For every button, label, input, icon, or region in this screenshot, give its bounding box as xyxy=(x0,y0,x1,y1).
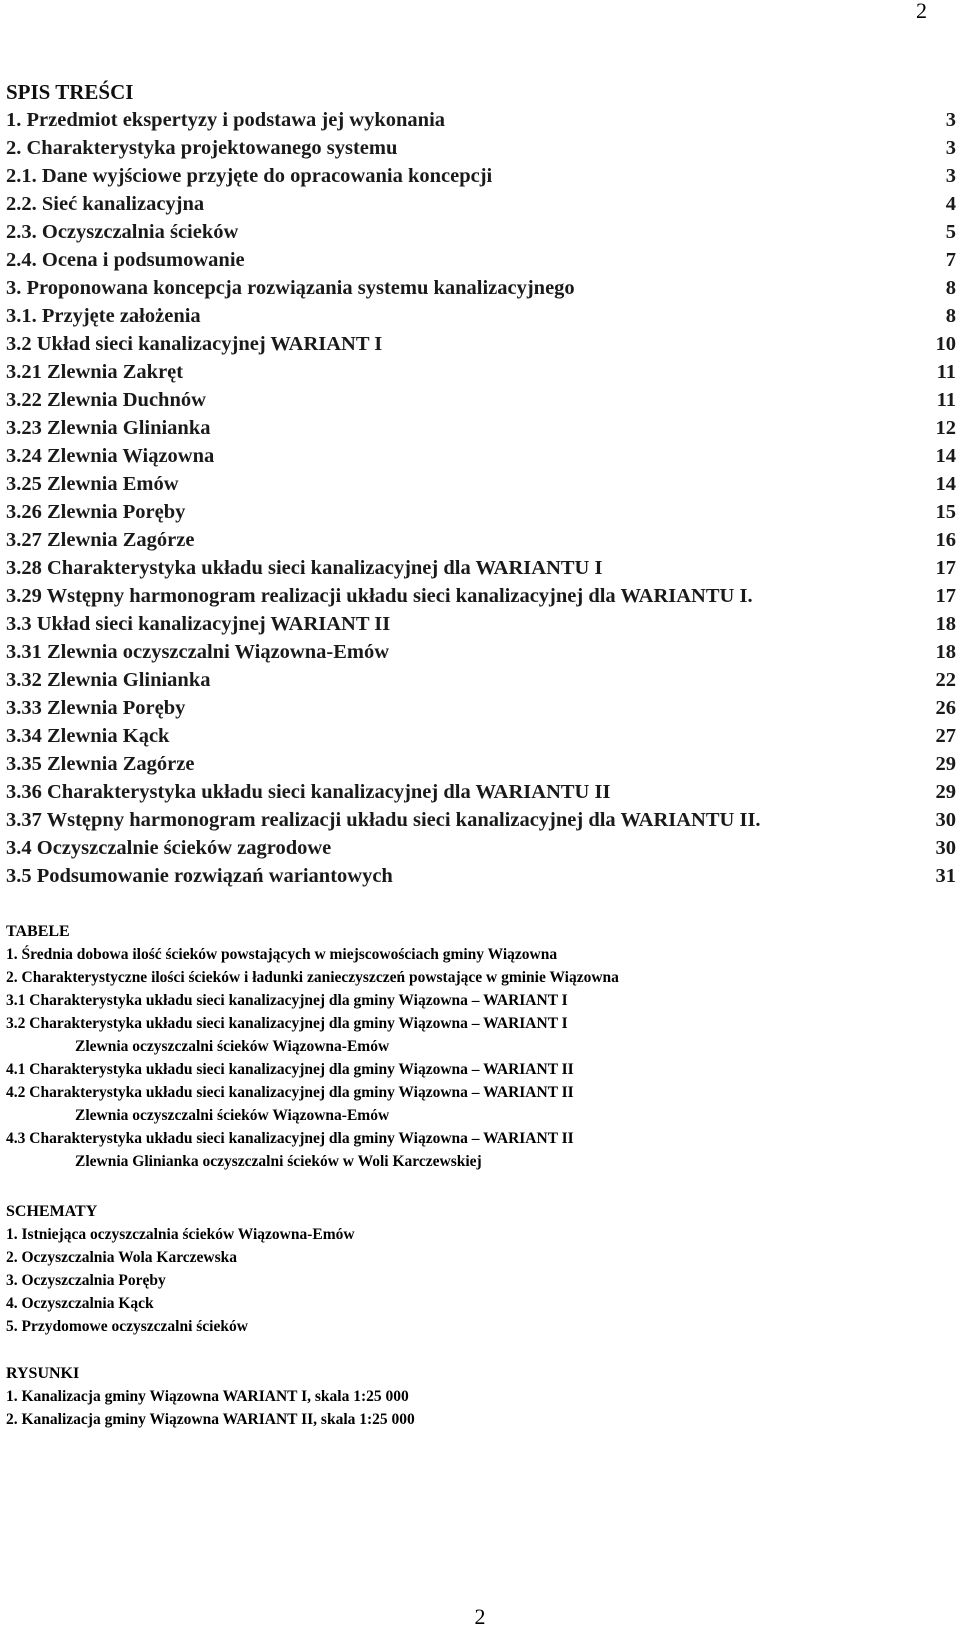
schemes-section xyxy=(6,1200,946,1338)
toc-entry xyxy=(6,834,956,862)
toc-entry-page: 4 xyxy=(945,193,956,215)
toc-entry-label: 3. Proponowana koncepcja rozwiązania systemu kanalizacyjnego xyxy=(6,277,575,299)
list-item: 3. Oczyszczalnia Poręby xyxy=(6,1272,166,1289)
toc-entry-page: 30 xyxy=(935,809,956,831)
toc-entry-page: 5 xyxy=(945,221,956,243)
list-item: 4.3 Charakterystyka układu sieci kanalizacyjnej dla gminy Wiązowna – WARIANT II xyxy=(6,1130,574,1147)
toc-entry-label: 3.31 Zlewnia oczyszczalni Wiązowna-Emów xyxy=(6,641,390,663)
toc-entry xyxy=(6,218,956,246)
toc-entry-label: 3.28 Charakterystyka układu sieci kanalizacyjnej dla WARIANTU I xyxy=(6,557,603,579)
toc-entry-page: 17 xyxy=(935,557,956,579)
toc-entry-page: 12 xyxy=(935,417,956,439)
list-item: 1. Średnia dobowa ilość ścieków powstających w miejscowościach gminy Wiązowna xyxy=(6,946,558,963)
toc-entry-label: 2.1. Dane wyjściowe przyjęte do opracowania koncepcji xyxy=(6,165,493,187)
toc-entry xyxy=(6,246,956,274)
toc-entry-label: 3.34 Zlewnia Kąck xyxy=(6,725,170,747)
list-item: 1. Istniejąca oczyszczalnia ścieków Wiązowna-Emów xyxy=(6,1226,355,1243)
toc-entry-page: 26 xyxy=(935,697,956,719)
toc-entry-label: 3.24 Zlewnia Wiązowna xyxy=(6,445,215,467)
toc-entry xyxy=(6,330,956,358)
toc-entry-label: 3.5 Podsumowanie rozwiązań wariantowych xyxy=(6,865,393,887)
toc-entry-label: 1. Przedmiot ekspertyzy i podstawa jej wykonania xyxy=(6,109,446,131)
toc-entry-page: 3 xyxy=(945,109,956,131)
toc-entry-label: 3.32 Zlewnia Glinianka xyxy=(6,669,211,691)
toc-entry xyxy=(6,722,956,750)
toc-entry xyxy=(6,806,956,834)
toc-entry-page: 29 xyxy=(935,753,956,775)
toc-entry-page: 3 xyxy=(945,137,956,159)
toc-entry-page: 3 xyxy=(945,165,956,187)
drawings-title: RYSUNKI xyxy=(6,1365,80,1382)
toc-entry-label: 3.33 Zlewnia Poręby xyxy=(6,697,186,719)
list-item-subtitle: Zlewnia Glinianka oczyszczalni ścieków w Woli Karczewskiej xyxy=(75,1153,482,1170)
toc-entry-label: 2.3. Oczyszczalnia ścieków xyxy=(6,221,239,243)
list-item: 3.1 Charakterystyka układu sieci kanalizacyjnej dla gminy Wiązowna – WARIANT I xyxy=(6,992,568,1009)
toc-entry xyxy=(6,190,956,218)
toc-entry-page: 11 xyxy=(936,389,956,411)
toc-entry xyxy=(6,778,956,806)
toc-entry xyxy=(6,638,956,666)
toc-entry xyxy=(6,134,956,162)
toc-entry-label: 3.2 Układ sieci kanalizacyjnej WARIANT I xyxy=(6,333,383,355)
list-item: 4.2 Charakterystyka układu sieci kanalizacyjnej dla gminy Wiązowna – WARIANT II xyxy=(6,1084,574,1101)
toc-entry xyxy=(6,862,956,890)
toc-entry-label: 3.36 Charakterystyka układu sieci kanalizacyjnej dla WARIANTU II xyxy=(6,781,611,803)
toc-entry-label: 3.21 Zlewnia Zakręt xyxy=(6,361,184,383)
list-item-subtitle: Zlewnia oczyszczalni ścieków Wiązowna-Emów xyxy=(75,1038,390,1055)
toc-entry xyxy=(6,162,956,190)
table-of-contents xyxy=(6,78,956,890)
toc-entry xyxy=(6,498,956,526)
list-item: 2. Charakterystyczne ilości ścieków i ładunki zanieczyszczeń powstające w gminie Wiązowna xyxy=(6,969,619,986)
toc-entry xyxy=(6,666,956,694)
toc-entry-page: 22 xyxy=(935,669,956,691)
page-number-bottom: 2 xyxy=(474,1604,486,1629)
toc-entry-label: 2.4. Ocena i podsumowanie xyxy=(6,249,245,271)
toc-entry xyxy=(6,358,956,386)
list-item: 3.2 Charakterystyka układu sieci kanalizacyjnej dla gminy Wiązowna – WARIANT I xyxy=(6,1015,568,1032)
toc-entry-page: 31 xyxy=(935,865,956,887)
toc-entry xyxy=(6,526,956,554)
toc-entry-label: 3.22 Zlewnia Duchnów xyxy=(6,389,206,411)
toc-entry xyxy=(6,470,956,498)
toc-entry xyxy=(6,554,956,582)
toc-entry-page: 18 xyxy=(935,641,956,663)
toc-entry-page: 8 xyxy=(945,277,956,299)
toc-title: SPIS TREŚCI xyxy=(6,80,134,104)
toc-entry-label: 3.27 Zlewnia Zagórze xyxy=(6,529,195,551)
toc-entry-page: 27 xyxy=(935,725,956,747)
toc-entry-label: 2. Charakterystyka projektowanego systemu xyxy=(6,137,398,159)
toc-entry-page: 10 xyxy=(935,333,956,355)
toc-entry-page: 14 xyxy=(935,445,956,467)
toc-entry-label: 3.1. Przyjęte założenia xyxy=(6,305,201,327)
toc-entry-page: 8 xyxy=(945,305,956,327)
toc-entry-label: 3.35 Zlewnia Zagórze xyxy=(6,753,195,775)
toc-entry xyxy=(6,610,956,638)
toc-entry-page: 7 xyxy=(945,249,956,271)
toc-entry-page: 11 xyxy=(936,361,956,383)
toc-entry xyxy=(6,442,956,470)
toc-entry xyxy=(6,274,956,302)
toc-entry-label: 3.4 Oczyszczalnie ścieków zagrodowe xyxy=(6,837,332,859)
toc-entry xyxy=(6,386,956,414)
list-item: 1. Kanalizacja gminy Wiązowna WARIANT I, skala 1:25 000 xyxy=(6,1388,409,1405)
toc-entry-label: 3.37 Wstępny harmonogram realizacji układu sieci kanalizacyjnej dla WARIANTU II. xyxy=(6,809,761,831)
toc-entry-page: 17 xyxy=(935,585,956,607)
list-item: 2. Kanalizacja gminy Wiązowna WARIANT II, skala 1:25 000 xyxy=(6,1411,415,1428)
toc-entry-label: 3.25 Zlewnia Emów xyxy=(6,473,179,495)
schemes-title: SCHEMATY xyxy=(6,1203,98,1220)
toc-entry xyxy=(6,694,956,722)
list-item: 4.1 Charakterystyka układu sieci kanalizacyjnej dla gminy Wiązowna – WARIANT II xyxy=(6,1061,574,1078)
toc-entry-label: 2.2. Sieć kanalizacyjna xyxy=(6,193,205,215)
toc-entry xyxy=(6,302,956,330)
toc-entry-label: 3.29 Wstępny harmonogram realizacji układu sieci kanalizacyjnej dla WARIANTU I. xyxy=(6,585,753,607)
list-item: 2. Oczyszczalnia Wola Karczewska xyxy=(6,1249,238,1266)
tables-section xyxy=(6,920,946,1173)
toc-entry-label: 3.23 Zlewnia Glinianka xyxy=(6,417,211,439)
toc-entry xyxy=(6,750,956,778)
toc-entry xyxy=(6,582,956,610)
toc-entry-page: 16 xyxy=(935,529,956,551)
drawings-section xyxy=(6,1362,946,1431)
toc-entry-label: 3.3 Układ sieci kanalizacyjnej WARIANT II xyxy=(6,613,391,635)
toc-entries xyxy=(6,106,956,890)
toc-entry-page: 18 xyxy=(935,613,956,635)
toc-entry-page: 14 xyxy=(935,473,956,495)
toc-entry-page: 29 xyxy=(935,781,956,803)
toc-entry-page: 15 xyxy=(935,501,956,523)
list-item: 4. Oczyszczalnia Kąck xyxy=(6,1295,154,1312)
toc-entry-label: 3.26 Zlewnia Poręby xyxy=(6,501,186,523)
list-item: 5. Przydomowe oczyszczalni ścieków xyxy=(6,1318,248,1335)
toc-entry xyxy=(6,106,956,134)
toc-entry-page: 30 xyxy=(935,837,956,859)
tables-title: TABELE xyxy=(6,923,70,940)
toc-entry xyxy=(6,414,956,442)
page-number-top: 2 xyxy=(916,0,927,23)
list-item-subtitle: Zlewnia oczyszczalni ścieków Wiązowna-Emów xyxy=(75,1107,390,1124)
